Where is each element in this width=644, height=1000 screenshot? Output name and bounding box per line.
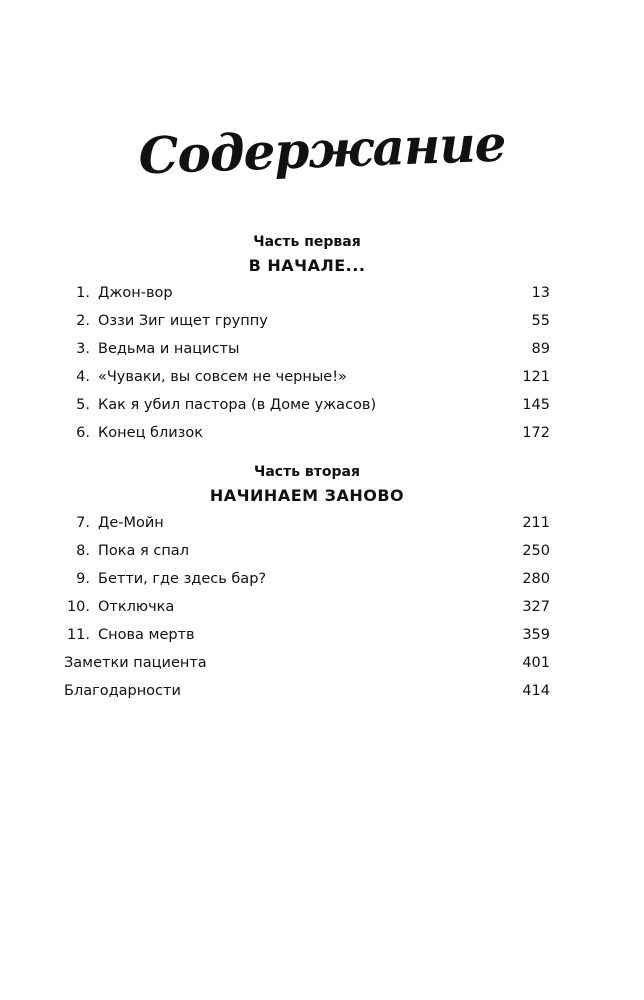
toc-item-7[interactable]	[60, 512, 550, 534]
toc-item-number: 4.	[76, 369, 90, 385]
toc-item-page: 280	[522, 571, 550, 587]
toc-item-8[interactable]	[60, 540, 550, 562]
toc-item-number: 1.	[76, 285, 90, 301]
part-one-title: В НАЧАЛЕ...	[248, 256, 366, 275]
toc-item-9[interactable]	[60, 568, 550, 590]
toc-item-title: Конец близок	[98, 425, 204, 441]
toc-item-title: Джон-вор	[98, 285, 173, 301]
toc-item-page: 121	[522, 369, 550, 385]
toc-item-page: 327	[522, 599, 550, 615]
toc-item-title: Отключка	[98, 599, 175, 615]
toc-item-number: 8.	[76, 543, 90, 559]
toc-item-title: Снова мертв	[98, 627, 195, 643]
toc-item-number: 10.	[66, 599, 90, 615]
toc-item-2[interactable]	[60, 310, 550, 332]
toc-item-title: Благодарности	[64, 683, 181, 699]
toc-item-title: Заметки пациента	[64, 655, 207, 671]
toc-item-page: 55	[531, 313, 550, 329]
toc-item-number: 7.	[76, 515, 90, 531]
toc-item-number: 5.	[76, 397, 90, 413]
toc-item-number: 6.	[76, 425, 90, 441]
toc-item-page: 414	[522, 683, 550, 699]
toc-item-page: 250	[522, 543, 550, 559]
toc-item-4[interactable]	[60, 366, 550, 388]
toc-item-title: Де-Мойн	[98, 515, 164, 531]
toc-item-title: Пока я спал	[98, 543, 189, 559]
toc-item-3[interactable]	[60, 338, 550, 360]
toc-item-5[interactable]	[60, 394, 550, 416]
toc-item-page: 401	[522, 655, 550, 671]
toc-item-page: 172	[522, 425, 550, 441]
toc-item-title: Бетти, где здесь бар?	[98, 571, 267, 587]
toc-item-page: 359	[522, 627, 550, 643]
toc-item-patient-notes[interactable]	[60, 652, 550, 674]
toc-item-acknowledgements[interactable]	[60, 680, 550, 702]
part-two-title: НАЧИНАЕМ ЗАНОВО	[209, 486, 405, 505]
toc-item-title: «Чуваки, вы совсем не черные!»	[98, 369, 347, 385]
toc-item-page: 211	[522, 515, 550, 531]
part-two-label: Часть вторая	[254, 464, 360, 480]
toc-item-number: 3.	[76, 341, 90, 357]
toc-item-title: Ведьма и нацисты	[98, 341, 240, 357]
toc-item-page: 145	[522, 397, 550, 413]
toc-item-number: 2.	[76, 313, 90, 329]
toc-item-11[interactable]	[60, 624, 550, 646]
toc-item-page: 13	[531, 285, 550, 301]
toc-item-10[interactable]	[60, 596, 550, 618]
toc-item-title: Как я убил пастора (в Доме ужасов)	[98, 397, 377, 413]
toc-item-page: 89	[531, 341, 550, 357]
toc-item-title: Оззи Зиг ищет группу	[98, 313, 268, 329]
toc-item-number: 9.	[76, 571, 90, 587]
toc-item-1[interactable]	[60, 282, 550, 304]
toc-item-6[interactable]	[60, 422, 550, 444]
toc-item-number: 11.	[66, 627, 90, 643]
page-title: Содержание	[137, 113, 507, 186]
part-one-label: Часть первая	[253, 234, 361, 250]
